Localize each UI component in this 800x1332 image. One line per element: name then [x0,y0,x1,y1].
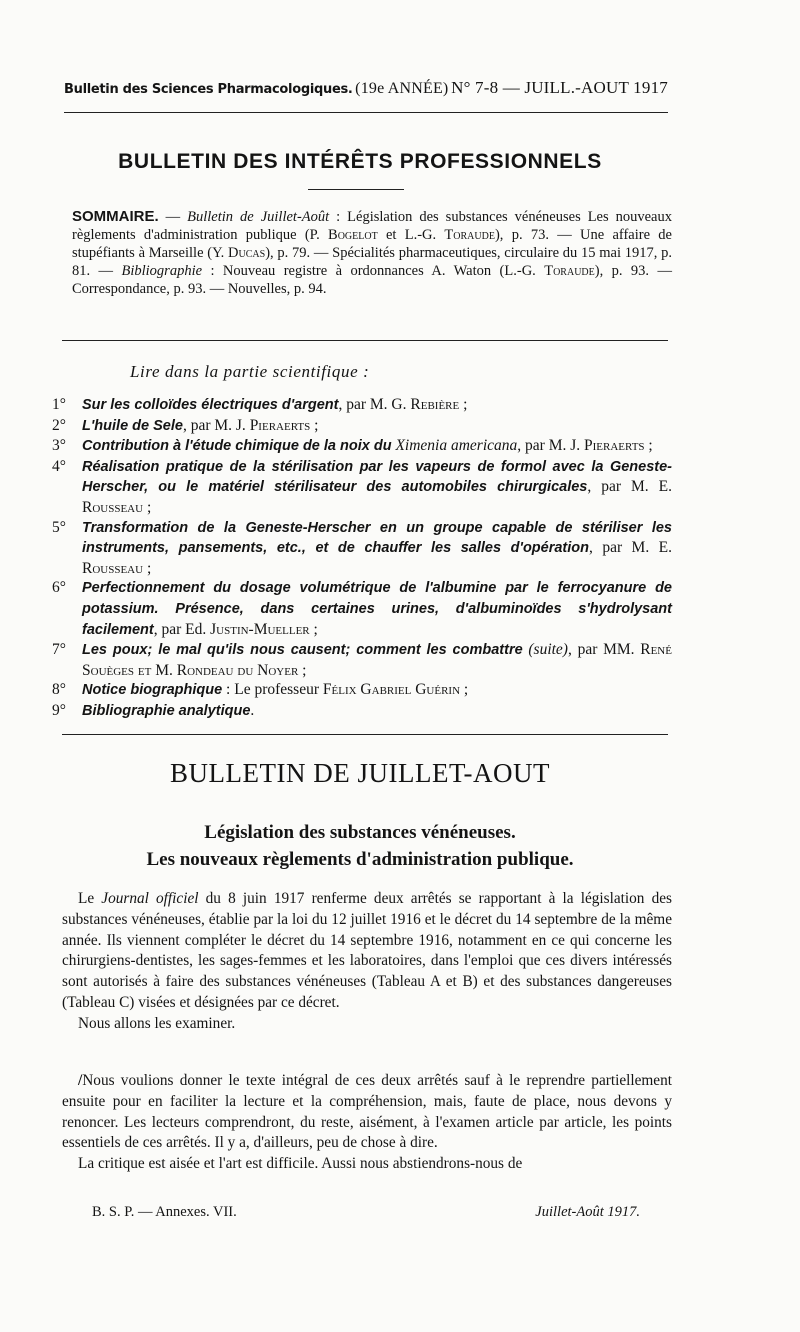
journal-year: (19e ANNÉE) [355,80,449,97]
item-number: 6° [52,579,66,597]
footer-date: Juillet-Août 1917. [535,1204,640,1220]
item-text: : Le professeur [222,681,323,699]
item-end: ; [309,620,318,638]
item-number: 9° [52,701,66,719]
summary-label: SOMMAIRE. [72,208,159,225]
item-title: L'huile de Sele [82,417,183,434]
summary-author: Bogelot [328,227,378,243]
item-text: , par M. J. [517,437,585,455]
item-number: 7° [52,641,66,659]
item-text: , par M. G. [338,396,411,413]
scientific-part-heading: Lire dans la partie scientifique : [130,362,370,381]
running-header [64,78,668,98]
header-rule [64,112,668,113]
list-item [52,680,672,701]
item-title: Notice biographique [82,682,223,699]
item-end: ; [310,416,319,434]
summary-bibliography: Bibliographie [121,263,203,279]
body-paragraph: Nous allons les examiner. [78,1014,236,1032]
item-title: Transformation de la Geneste-Herscher en un groupe capable de stériliser les instruments, pansements, etc., et de chauffer les salles d'opération [82,519,672,557]
article-subtitle: Les nouveaux règlements d'administration publique. [146,849,574,870]
journal-officiel: Journal officiel [101,890,199,907]
summary-text: : Nouveau registre à ordonnances A. Waton (L.-G. [202,263,545,279]
title-divider [308,189,404,190]
summary-text: ), p. 93. — Correspondance, p. 93. — Nouvelles, p. 94. [72,263,672,297]
list-item [52,395,672,416]
margin-mark: / [78,1072,83,1089]
item-author: Rousseau [82,559,144,577]
item-title: Perfectionnement du dosage volumétrique de l'albumine par le ferrocyanure de potassium. Présence, dans certaines urines, d'albuminoïdes s'hydrolysant facilement [82,580,672,638]
body-paragraph [62,889,672,1014]
item-author: Justin-Mueller [210,620,310,638]
summary-author: Toraude [444,227,495,243]
summary-paragraph [72,208,672,298]
item-author: Félix Gabriel Guérin [322,681,461,699]
item-author: Rousseau [82,498,144,516]
summary-bulletin-title: Bulletin de Juillet-Août [187,209,330,225]
article-body-top [62,889,672,1035]
item-end: ; [644,437,653,455]
summary-rule [62,340,668,341]
item-author: Rebière [410,396,460,413]
summary-text: : Législation des substances vénéneuses Les nouveaux règlements d'administration publique (P. [72,209,672,243]
item-title: Sur les colloïdes électriques d'argent [82,397,339,413]
item-title: Réalisation pratique de la stérilisation par les vapeurs de formol avec la Geneste-Herscher, ou le matériel stérilisateur des automobiles chirurgicales [82,458,672,496]
body-text: Le [78,890,102,907]
item-title: Contribution à l'étude chimique de la noix du [82,438,392,455]
item-text: , par M. E. [589,539,672,557]
summary-author: Toraude [544,263,595,279]
scientific-items-list [52,395,672,722]
list-item [52,436,672,457]
item-species: Ximenia americana [391,437,518,455]
section-title: BULLETIN DES INTÉRÊTS PROFESSIONNELS [118,150,602,173]
item-number: 1° [52,396,66,413]
summary-author: Ducas [228,245,266,261]
item-number: 2° [52,416,66,434]
journal-name: Bulletin des Sciences Pharmacologiques. [64,82,353,97]
list-item [52,578,672,640]
item-text: , par M. J. [182,416,250,434]
item-number: 4° [52,457,66,475]
item-author: René Souèges et M. Rondeau du Noyer [82,641,672,679]
list-item [52,640,672,680]
item-author: Pieraerts [584,437,645,455]
item-text: , par M. E. [587,478,673,496]
summary-text: — [158,209,188,225]
item-suite: (suite) [522,641,568,659]
bulletin-title: BULLETIN DE JUILLET-AOUT [170,758,550,788]
body-text: Nous voulions donner le texte intégral de ces deux arrêtés sauf à le reprendre partiellement ensuite pour en faciliter la lecture et la compréhension, mais, faute de place, nous devons y renoncer. Les lecteurs comprendront, du reste, aisément, à l'examen article par article, les points essentiels de ces arrêtés. Il y a, d'ailleurs, peu de chose à dire. [62,1072,672,1152]
item-end: ; [143,559,152,577]
item-title: Bibliographie analytique [82,702,251,719]
list-item [52,416,672,437]
page-footer [92,1204,640,1221]
article-body-bottom [62,1071,672,1175]
list-rule [62,734,668,735]
body-paragraph [62,1071,672,1154]
item-number: 5° [52,518,66,536]
list-item [52,518,672,579]
article-title: Législation des substances vénéneuses. [204,822,516,843]
item-end: ; [459,396,468,413]
item-author: Pieraerts [249,416,311,434]
item-end: ; [143,498,152,516]
issue-number: N° 7-8 — JUILL.-AOUT 1917 [451,78,668,97]
body-paragraph: La critique est aisée et l'art est difficile. Aussi nous abstiendrons-nous de [78,1155,523,1173]
item-number: 8° [52,681,66,699]
item-text: , par Ed. [153,620,211,638]
footer-reference: B. S. P. — Annexes. VII. [92,1204,237,1220]
item-end: ; [460,681,469,699]
body-text: du 8 juin 1917 renferme deux arrêtés se rapportant à la législation des substances vénéneuses, établie par la loi du 12 juillet 1916 et le décret du 14 septembre de la même année. Ils viennent compléter le décret du 14 septembre 1916, notamment en ce qui concerne les chirurgiens-dentistes, les sages-femmes et les laboratoires, dans l'emploi que ces divers intéressés sont autorisés à faire des substances vénéneuses (Tableau A et B) et des substances dangereuses (Tableau C) visées et désignées par ce décret. [62,890,672,1011]
item-title: Les poux; le mal qu'ils nous causent; comment les combattre [82,642,523,659]
summary-text: et L.-G. [377,227,445,243]
item-end: . [250,701,255,719]
list-item [52,457,672,518]
item-end: ; [298,661,307,679]
summary-text: ), p. 73. — Une affaire de stupéfiants à Marseille (Y. [72,227,672,261]
list-item [52,701,672,722]
item-text: , par MM. [567,641,641,659]
item-number: 3° [52,437,66,455]
summary-text: ), p. 79. — Spécialités pharmaceutiques, circulaire du 15 mai 1917, p. 81. — [72,245,672,279]
